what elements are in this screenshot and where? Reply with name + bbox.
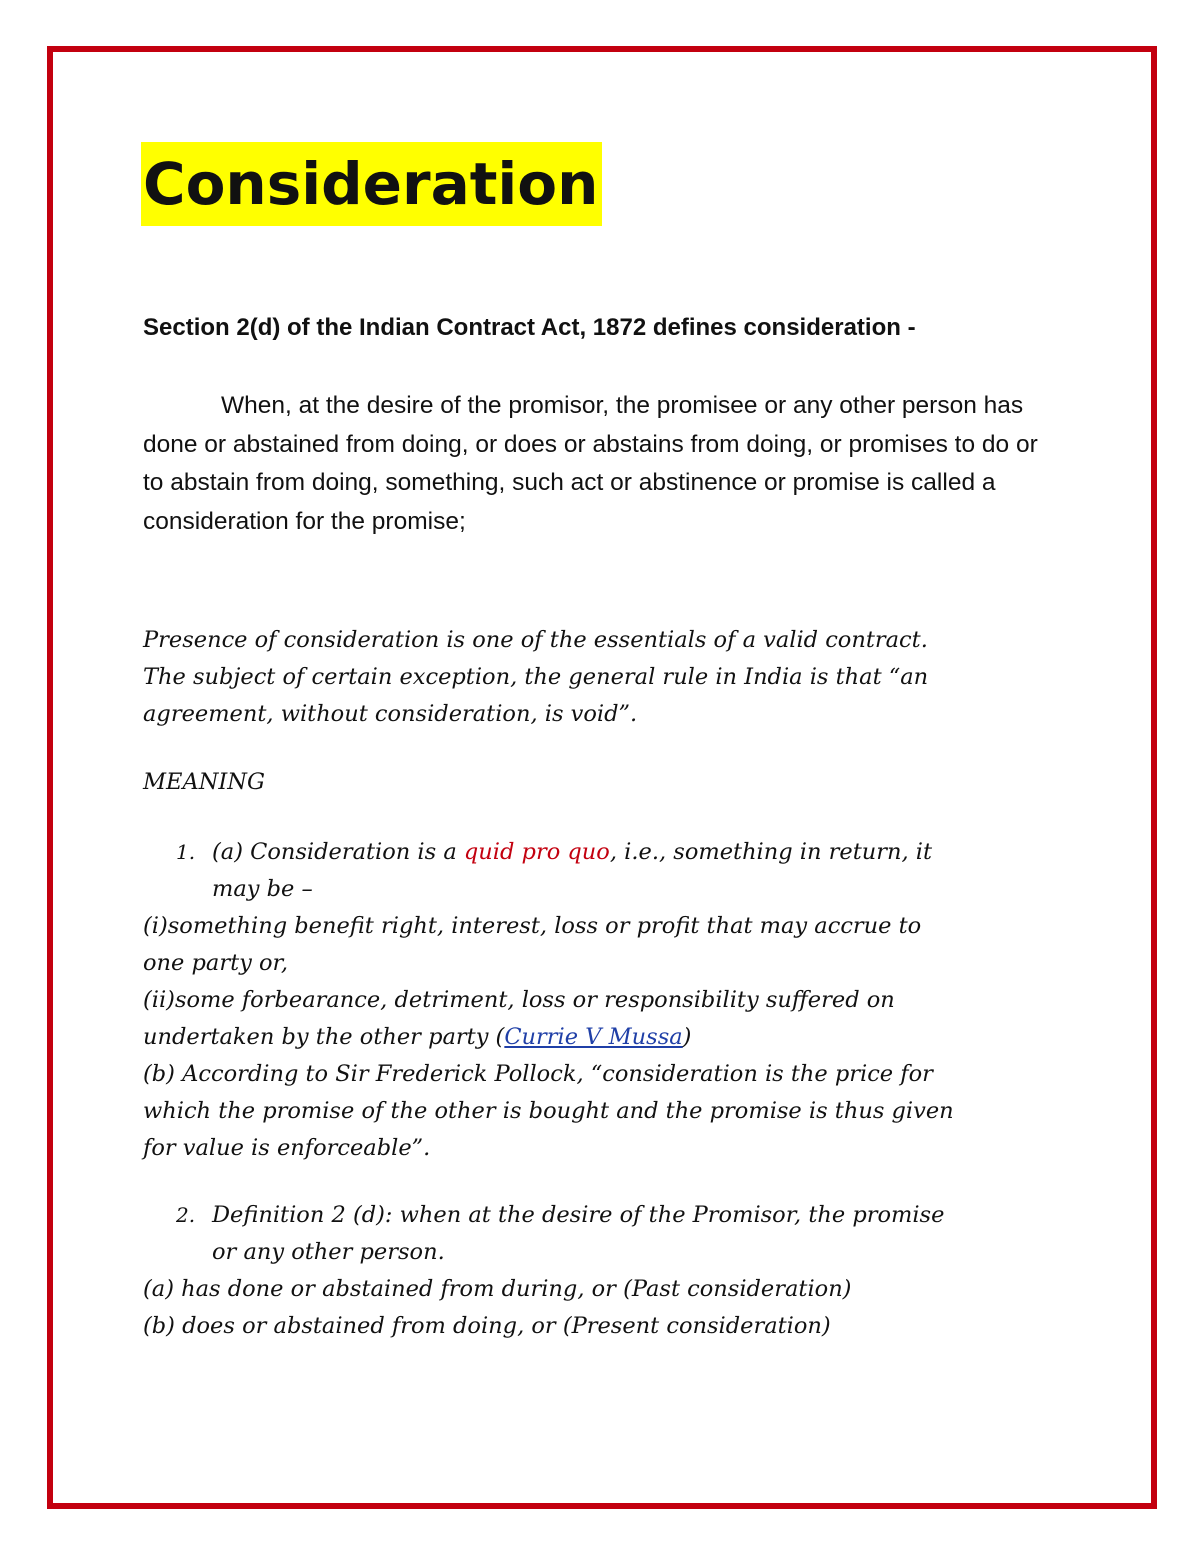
item-1-part-a-line-2: may be – — [212, 876, 313, 902]
sub-ii-line-2-prefix: undertaken by the other party ( — [143, 1024, 505, 1050]
list-number-1: 1. — [176, 840, 196, 864]
item-1-part-a-suffix: , i.e., something in return, it — [609, 839, 933, 865]
item-1-part-b-line-2: which the promise of the other is bought and the promise is thus given — [143, 1098, 954, 1124]
currie-v-mussa-link[interactable]: Currie V Mussa — [504, 1024, 683, 1050]
meaning-heading: MEANING — [143, 769, 265, 795]
section-heading: Section 2(d) of the Indian Contract Act, 1872 defines consideration - — [143, 314, 916, 341]
definition-paragraph — [143, 387, 1043, 541]
sub-ii-line-2-suffix: ) — [682, 1024, 692, 1050]
item-1-part-b-line-1: (b) According to Sir Frederick Pollock, “consideration is the price for — [143, 1061, 933, 1087]
quid-pro-quo-term: quid pro quo — [463, 839, 610, 865]
item-1-sub-i-line-2: one party or, — [143, 950, 288, 976]
item-2-part-a: (a) has done or abstained from during, or (Past consideration) — [143, 1276, 852, 1302]
item-1-part-a-line-1 — [143, 834, 1063, 871]
item-2-line-1-text: Definition 2 (d): when at the desire of the Promisor, the promise — [212, 1202, 945, 1228]
item-2-line-2: or any other person. — [212, 1239, 445, 1265]
definition-text: When, at the desire of the promisor, the promisee or any other person has done or abstained from doing, or does or abstains from doing, or promises to do or to abstain from doing, something, such act or abstinence or promise is called a consideration for the promise; — [143, 392, 1038, 535]
list-number-2: 2. — [176, 1203, 196, 1227]
item-2-line-1 — [143, 1197, 1063, 1234]
item-1-sub-i-line-1: (i)something benefit right, interest, loss or profit that may accrue to — [143, 913, 922, 939]
presence-line-2: The subject of certain exception, the general rule in India is that “an — [143, 664, 929, 690]
document-title: Consideration — [141, 142, 602, 226]
presence-line-3: agreement, without consideration, is void”. — [143, 701, 638, 727]
presence-paragraph — [143, 622, 1063, 733]
item-2-part-b: (b) does or abstained from doing, or (Present consideration) — [143, 1313, 831, 1339]
presence-line-1: Presence of consideration is one of the essentials of a valid contract. — [143, 627, 928, 653]
item-1-sub-ii-line-2 — [143, 1019, 1063, 1056]
item-1-sub-ii-line-1: (ii)some forbearance, detriment, loss or responsibility suffered on — [143, 987, 895, 1013]
list-item-1 — [143, 834, 1063, 1167]
item-1-part-a-prefix: (a) Consideration is a — [212, 839, 464, 865]
item-1-part-b-line-3: for value is enforceable”. — [143, 1135, 431, 1161]
list-item-2 — [143, 1197, 1063, 1345]
